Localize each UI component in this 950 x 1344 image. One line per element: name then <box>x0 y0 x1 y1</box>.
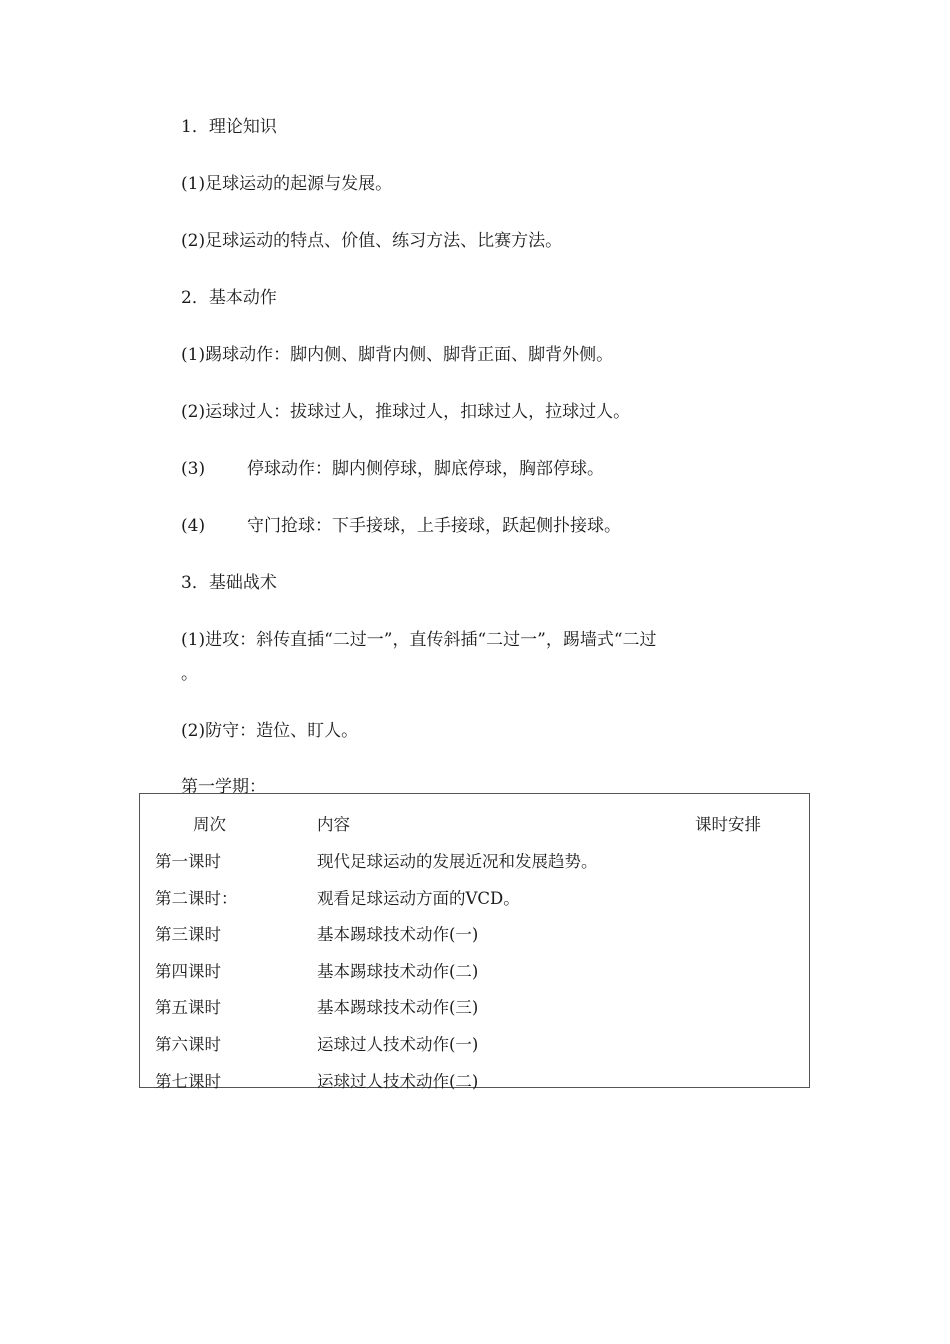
list-number: (4) <box>181 516 206 536</box>
list-item-features: (2)足球运动的特点、价值、练习方法、比赛方法。 <box>181 231 563 251</box>
row-week: 第四课时 <box>155 962 221 981</box>
list-item-kicking: (1)踢球动作：脚内侧、脚背内侧、脚背正面、脚背外侧。 <box>181 345 614 365</box>
list-item-text: 停球动作：脚内侧停球，脚底停球，胸部停球。 <box>247 459 604 479</box>
list-item-attack: (1)进攻：斜传直插“二过一”，直传斜插“二过一”，踢墙式“二过 <box>181 630 657 650</box>
row-content: 基本踢球技术动作(三) <box>317 998 479 1017</box>
header-week: 周次 <box>193 815 226 834</box>
row-week: 第二课时： <box>155 889 238 908</box>
list-item-defense: (2)防守：造位、盯人。 <box>181 721 359 741</box>
section-heading-theory: 1．理论知识 <box>181 117 277 137</box>
row-week: 第一课时 <box>155 852 221 871</box>
list-item-origin: (1)足球运动的起源与发展。 <box>181 174 393 194</box>
row-content: 基本踢球技术动作(一) <box>317 925 479 944</box>
row-week: 第三课时 <box>155 925 221 944</box>
schedule-table <box>139 793 810 1091</box>
section-heading-basic-actions: 2．基本动作 <box>181 288 277 308</box>
row-week: 第七课时 <box>155 1072 221 1091</box>
list-number: (3) <box>181 459 206 479</box>
header-content: 内容 <box>317 815 350 834</box>
row-content: 现代足球运动的发展近况和发展趋势。 <box>317 852 598 871</box>
header-hours: 课时安排 <box>695 815 761 834</box>
row-content: 运球过人技术动作(一) <box>317 1035 479 1054</box>
term-label: 第一学期： <box>181 777 266 797</box>
list-item-goalkeeping <box>181 511 621 536</box>
row-content: 基本踢球技术动作(二) <box>317 962 479 981</box>
row-content: 运球过人技术动作(二) <box>317 1072 479 1091</box>
row-content: 观看足球运动方面的VCD。 <box>317 889 520 908</box>
list-item-attack-continuation: 。 <box>181 664 198 684</box>
list-item-text: 守门抢球：下手接球，上手接球，跃起侧扑接球。 <box>247 516 621 536</box>
section-heading-tactics: 3．基础战术 <box>181 573 277 593</box>
list-item-dribbling: (2)运球过人：拔球过人，推球过人，扣球过人，拉球过人。 <box>181 402 631 422</box>
list-item-trapping <box>181 454 604 479</box>
row-week: 第五课时 <box>155 998 221 1017</box>
row-week: 第六课时 <box>155 1035 221 1054</box>
